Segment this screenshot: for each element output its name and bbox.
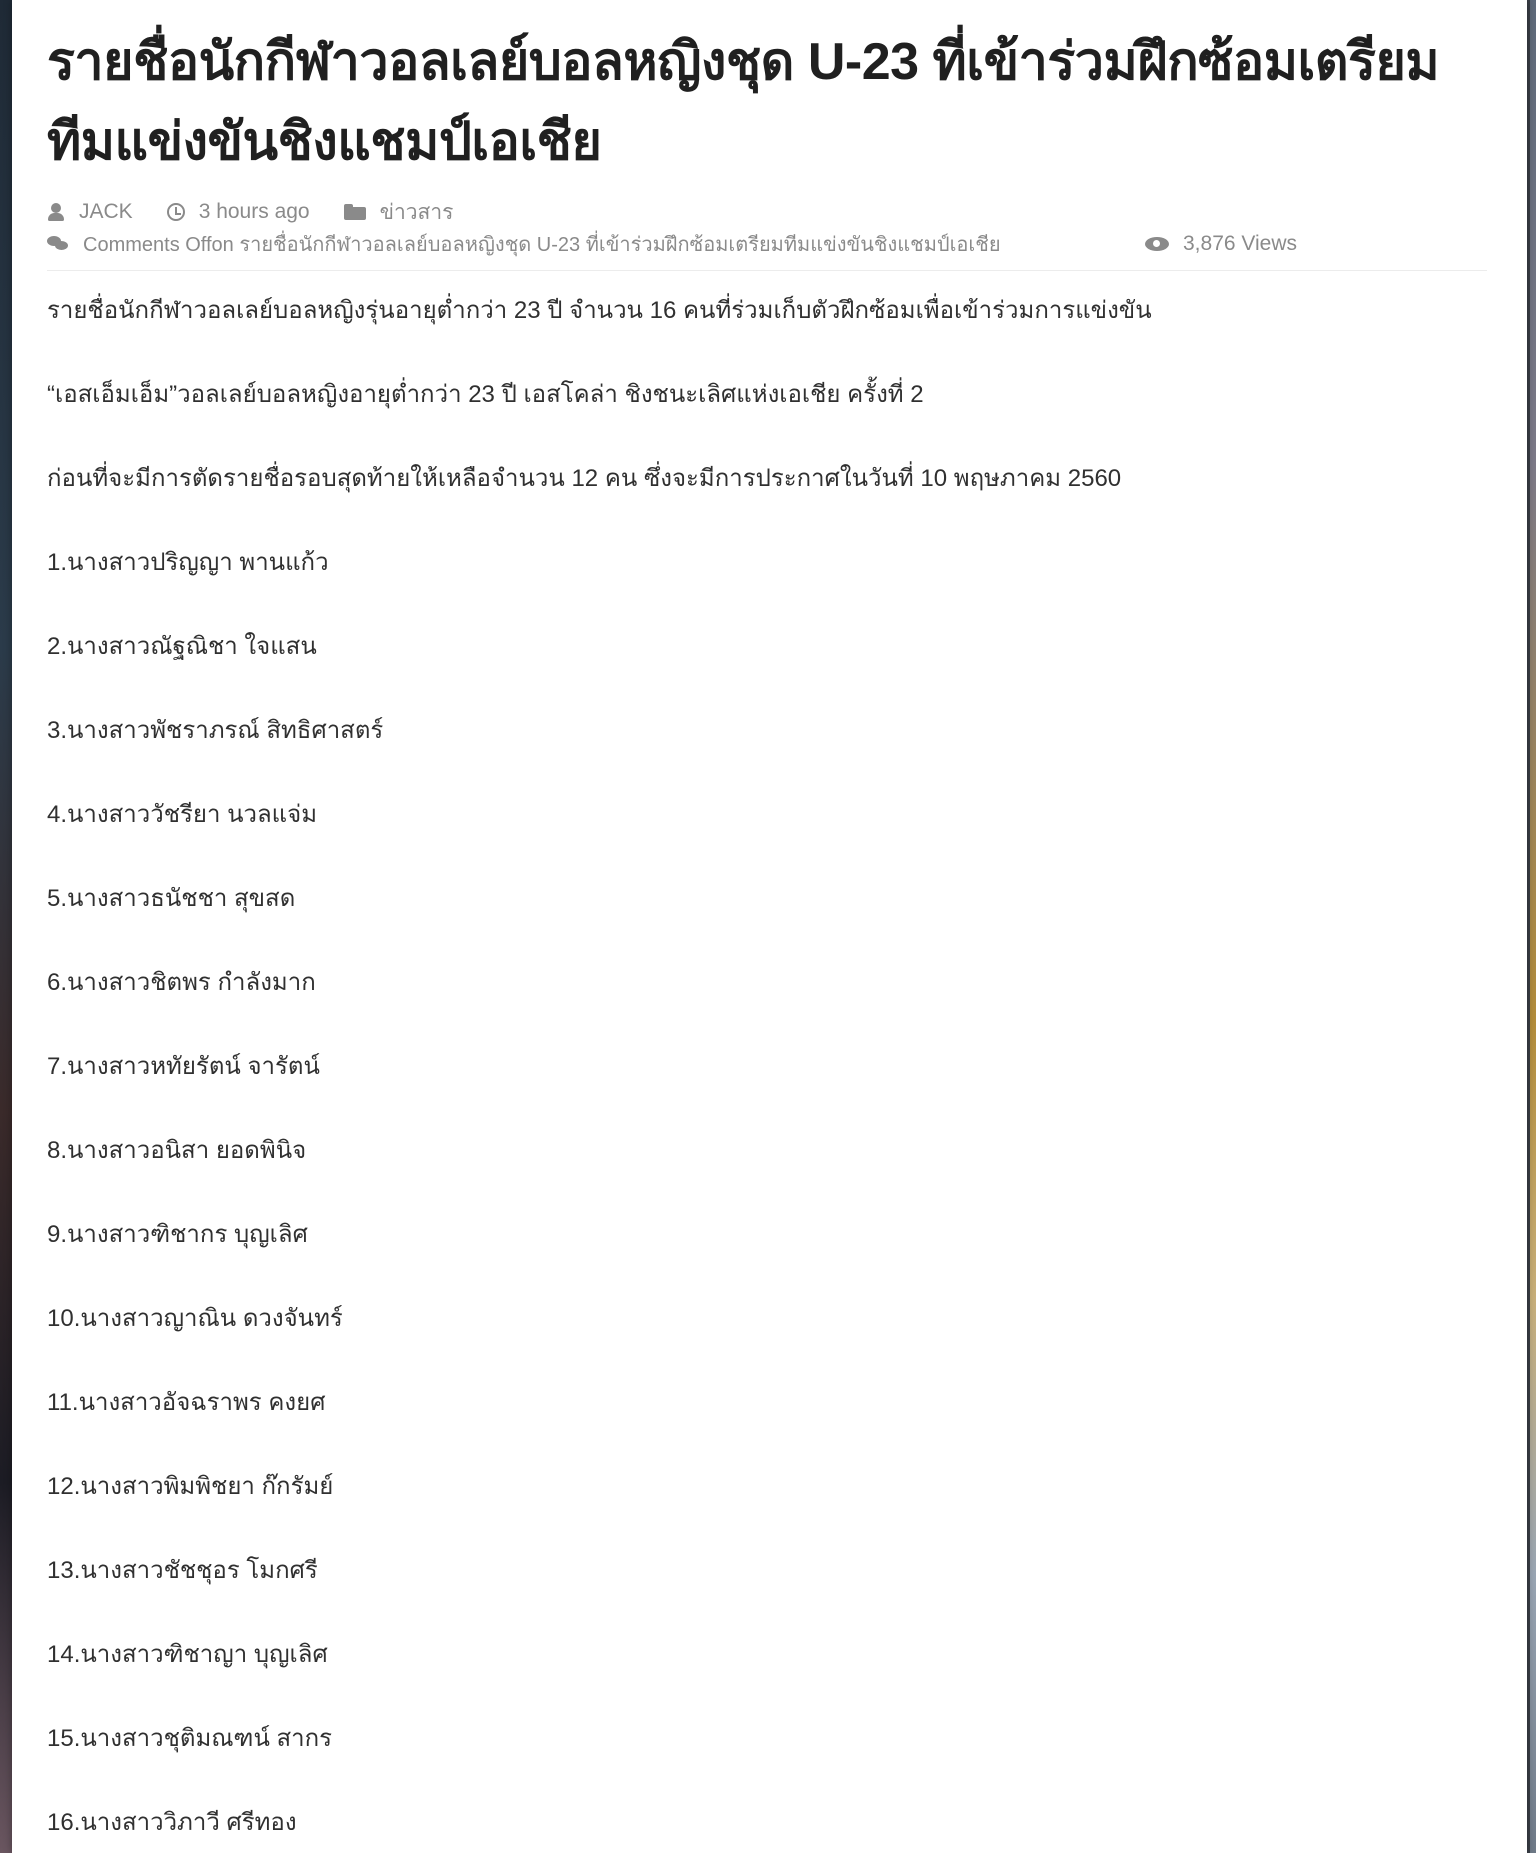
player-list-item: 10.นางสาวญาณิน ดวงจันทร์ <box>47 1305 343 1332</box>
player-list-item: 13.นางสาวชัชชุอร โมกศรี <box>47 1557 318 1584</box>
meta-time <box>167 200 310 224</box>
meta-divider <box>47 270 1487 271</box>
author-name[interactable]: JACK <box>79 200 133 223</box>
player-list-item: 2.นางสาวณัฐณิชา ใจแสน <box>47 633 317 660</box>
article-body <box>47 283 1497 1853</box>
article-content <box>47 0 1497 1853</box>
player-list-item: 12.นางสาวพิมพิชยา ก๊กรัมย์ <box>47 1473 334 1500</box>
meta-category[interactable] <box>344 196 454 229</box>
player-list-item: 14.นางสาวฑิชาญา บุญเลิศ <box>47 1641 328 1668</box>
player-list-item: 7.นางสาวหทัยรัตน์ จารัตน์ <box>47 1053 320 1080</box>
category-link[interactable]: ข่าวสาร <box>379 200 454 224</box>
background-left-edge <box>0 0 12 1853</box>
background-right-edge <box>1530 0 1536 1853</box>
player-list-item: 4.นางสาววัชรียา นวลแจ่ม <box>47 801 318 828</box>
player-list-item: 11.นางสาวอัจฉราพร คงยศ <box>47 1389 326 1416</box>
announcement-paragraph: ก่อนที่จะมีการตัดรายชื่อรอบสุดท้ายให้เหลือจำนวน 12 คน ซึ่งจะมีการประกาศในวันที่ 10 พฤษภาคม 2560 <box>47 465 1122 492</box>
article-title: รายชื่อนักกีฬาวอลเลย์บอลหญิงชุด U-23 ที่เข้าร่วมฝึกซ้อมเตรียมทีมแข่งขันชิงแชมป์เอเชีย <box>47 33 1440 171</box>
eye-icon <box>1145 237 1169 251</box>
comments-icon <box>47 235 69 253</box>
views-count: 3,876 Views <box>1183 232 1298 255</box>
meta-row-secondary <box>47 228 1497 260</box>
post-time: 3 hours ago <box>198 200 310 223</box>
player-list-item: 5.นางสาวธนัชชา สุขสด <box>47 885 296 912</box>
player-list-item: 1.นางสาวปริญญา พานแก้ว <box>47 549 329 576</box>
player-list-item: 8.นางสาวอนิสา ยอดพินิจ <box>47 1137 307 1164</box>
player-list-item: 6.นางสาวชิตพร กำลังมาก <box>47 969 316 996</box>
meta-views <box>1145 228 1297 260</box>
event-paragraph: “เอสเอ็มเอ็ม”วอลเลย์บอลหญิงอายุต่ำกว่า 23 ปี เอสโคล่า ชิงชนะเลิศแห่งเอเชีย ครั้งที่ 2 <box>47 381 924 408</box>
player-list-item: 15.นางสาวชุติมณฑน์ สากร <box>47 1725 333 1752</box>
meta-author[interactable] <box>47 200 133 224</box>
article-page <box>12 0 1527 1853</box>
intro-paragraph: รายชื่อนักกีฬาวอลเลย์บอลหญิงรุ่นอายุต่ำกว่า 23 ปี จำนวน 16 คนที่ร่วมเก็บตัวฝึกซ้อมเพื่อเข้าร่วมการแข่งขัน <box>47 297 1152 324</box>
user-icon <box>47 203 65 221</box>
comments-status: Comments Offon รายชื่อนักกีฬาวอลเลย์บอลหญิงชุด U-23 ที่เข้าร่วมฝึกซ้อมเตรียมทีมแข่งขันชิงแชมป์เอเชีย <box>83 234 1001 256</box>
folder-icon <box>344 203 366 221</box>
article-meta <box>47 196 1497 260</box>
player-list-item: 16.นางสาววิภาวี ศรีทอง <box>47 1809 297 1836</box>
player-list-item: 9.นางสาวฑิชากร บุญเลิศ <box>47 1221 308 1248</box>
player-list-item: 3.นางสาวพัชราภรณ์ สิทธิศาสตร์ <box>47 717 384 744</box>
meta-comments <box>47 228 1001 260</box>
meta-row-primary <box>47 196 1497 228</box>
clock-icon <box>167 203 185 221</box>
